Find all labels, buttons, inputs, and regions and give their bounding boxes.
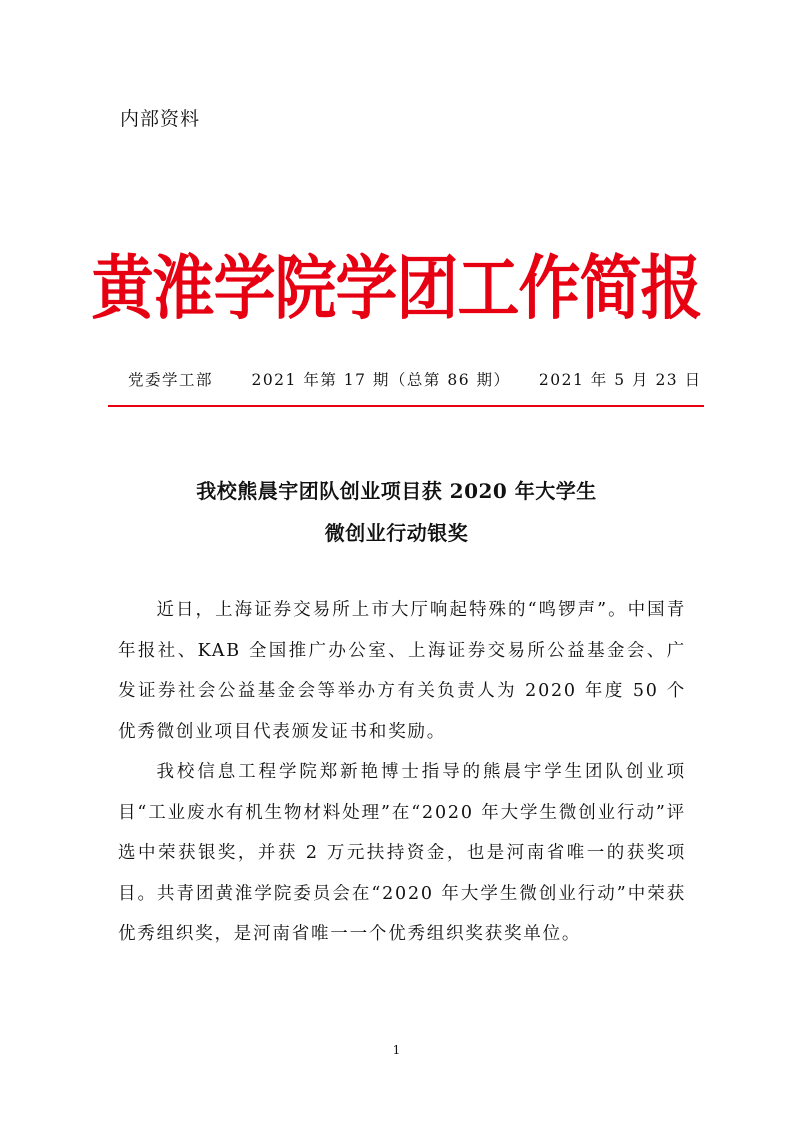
department-name: 党委学工部 (128, 371, 214, 389)
issue-number: 2021 年第 17 期（总第 86 期） (251, 371, 511, 389)
masthead-divider (108, 405, 704, 407)
internal-document-label: 内部资料 (120, 108, 201, 130)
article-title-line-1: 我校熊晨宇团队创业项目获 2020 年大学生 (196, 479, 597, 503)
issue-date: 2021 年 5 月 23 日 (538, 371, 702, 389)
article-paragraph: 近日，上海证券交易所上市大厅响起特殊的“鸣锣声”。中国青年报社、KAB 全国推广办公室、上海证券交易所公益基金会、广发证券社会公益基金会等举办方有关负责人为 2020 年度 50 个优秀微创业项目代表颁发证书和奖励。 (118, 600, 686, 742)
issue-info-line (128, 368, 702, 390)
article-body (118, 590, 686, 955)
article-paragraph: 我校信息工程学院郑新艳博士指导的熊晨宇学生团队创业项目“工业废水有机生物材料处理”在“2020 年大学生微创业行动”评选中荣获银奖，并获 2 万元扶持资金，也是河南省唯一的获奖项目。共青团黄淮学院委员会在“2020 年大学生微创业行动”中荣获优秀组织奖，是河南省唯一一个优秀组织奖获奖单位。 (118, 762, 686, 944)
article-title (0, 470, 793, 554)
page-number: 1 (392, 1043, 401, 1057)
masthead-title: 黄淮学院学团工作简报 (91, 246, 702, 329)
article-title-line-2: 微创业行动银奖 (324, 521, 469, 545)
